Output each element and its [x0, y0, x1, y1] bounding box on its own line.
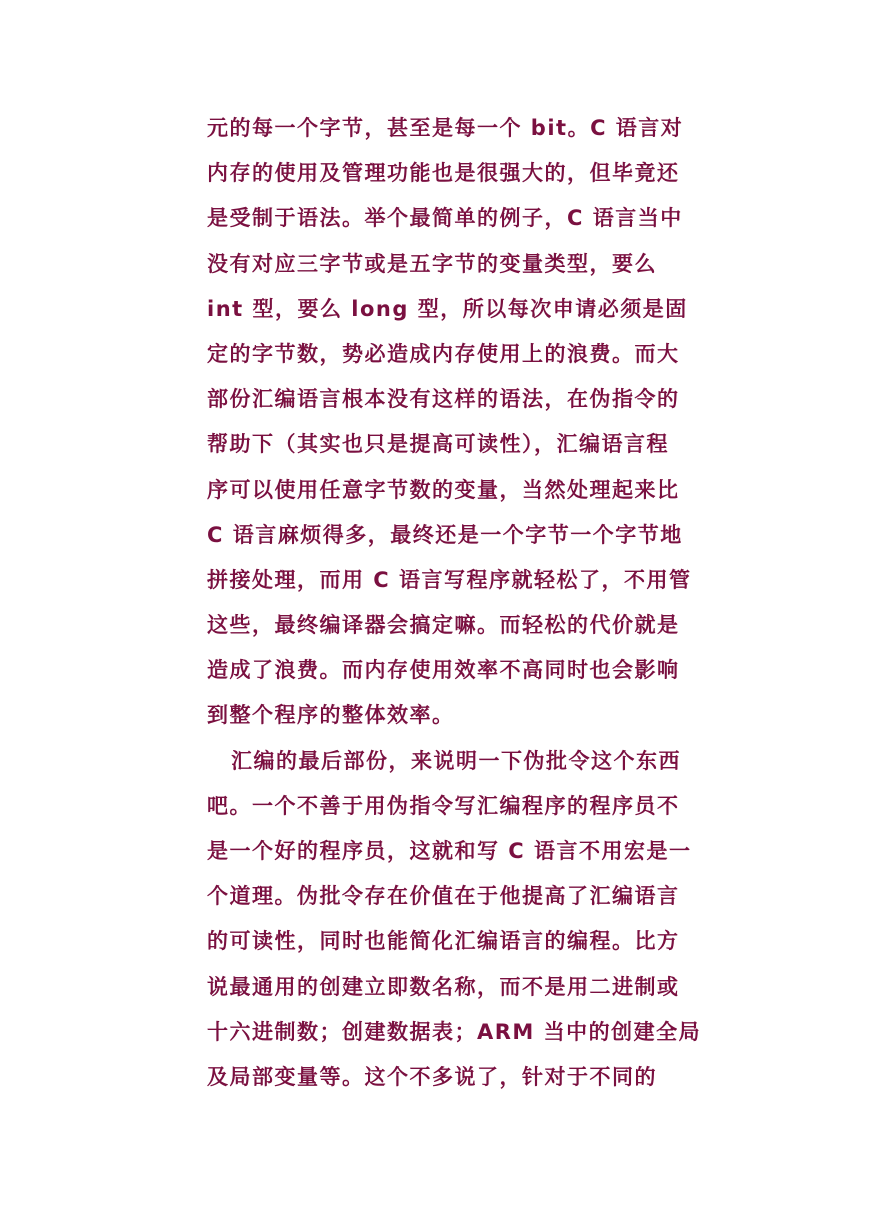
- text-line: 没有对应三字节或是五字节的变量类型，要么: [207, 251, 657, 276]
- text-line: 的可读性，同时也能简化汇编语言的编程。比方: [207, 929, 680, 954]
- text-line: 部份汇编语言根本没有这样的语法，在伪指令的: [207, 387, 680, 412]
- text-line: C 语言麻烦得多，最终还是一个字节一个字节地: [207, 522, 683, 547]
- text-line: 吧。一个不善于用伪指令写汇编程序的程序员不: [207, 793, 680, 818]
- text-line: 是受制于语法。举个最简单的例子，C 语言当中: [207, 206, 683, 231]
- text-line: int 型，要么 long 型，所以每次申请必须是固: [207, 296, 688, 321]
- text-line: 个道理。伪批令存在价值在于他提高了汇编语言: [207, 884, 680, 909]
- paragraph-1: [207, 106, 692, 739]
- text-line: 序可以使用任意字节数的变量，当然处理起来比: [207, 477, 680, 502]
- text-line: 帮助下（其实也只是提高可读性），汇编语言程: [207, 432, 669, 457]
- text-line: 及局部变量等。这个不多说了，针对于不同的: [207, 1064, 657, 1089]
- text-line: 到整个程序的整体效率。: [207, 703, 455, 728]
- text-line: 定的字节数，势必造成内存使用上的浪费。而大: [207, 341, 680, 366]
- text-line: 说最通用的创建立即数名称，而不是用二进制或: [207, 974, 680, 999]
- body-text: [207, 106, 702, 1100]
- text-line: 元的每一个字节，甚至是每一个 bit。C 语言对: [207, 116, 684, 140]
- text-line: 造成了浪费。而内存使用效率不高同时也会影响: [207, 658, 680, 683]
- text-line: 内存的使用及管理功能也是很强大的，但毕竟还: [207, 161, 680, 186]
- text-line: 是一个好的程序员，这就和写 C 语言不用宏是一: [207, 839, 692, 863]
- text-line: 汇编的最后部份，来说明一下伪批令这个东西: [231, 748, 681, 773]
- text-line: 拼接处理，而用 C 语言写程序就轻松了，不用管: [207, 567, 692, 592]
- text-line: 十六进制数；创建数据表；ARM 当中的创建全局: [207, 1019, 702, 1044]
- paragraph-2: [207, 739, 702, 1101]
- text-line: 这些，最终编译器会搞定嘛。而轻松的代价就是: [207, 613, 680, 638]
